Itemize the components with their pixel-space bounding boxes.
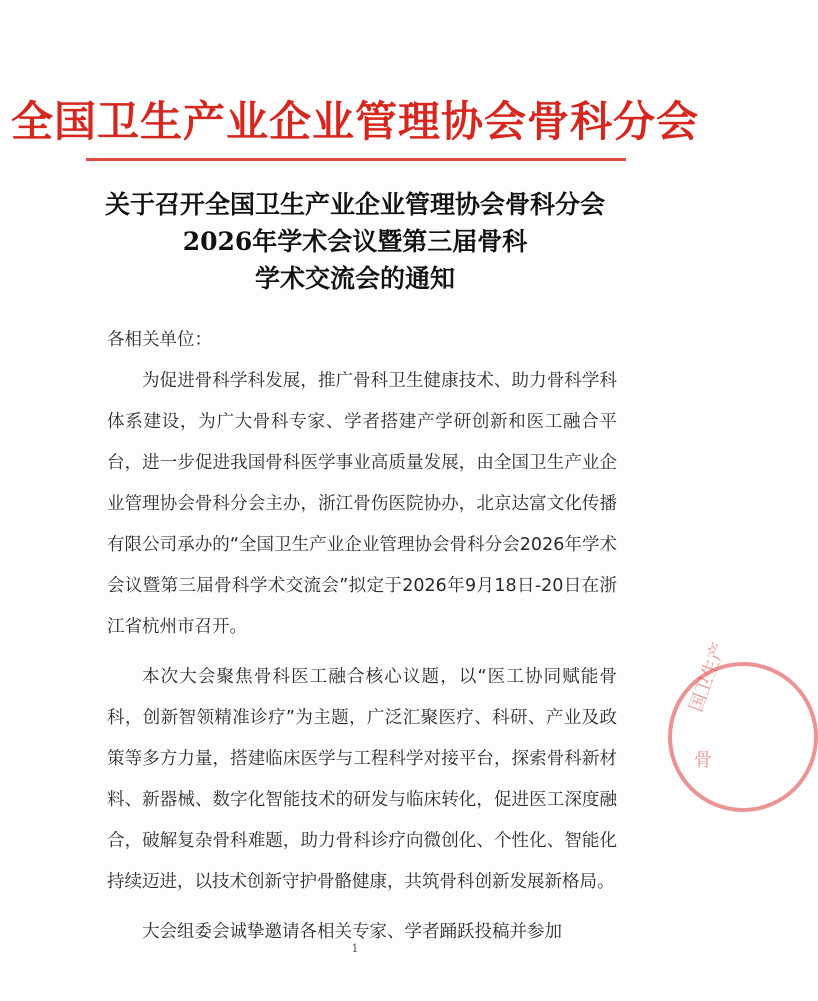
title-line-2: 2026年学术会议暨第三届骨科	[182, 227, 528, 256]
letterhead-divider	[86, 158, 626, 161]
organization-letterhead: 全国卫生产业企业管理协会骨科分会	[10, 97, 699, 146]
paragraph-2: 本次大会聚焦骨科医工融合核心议题，以“医工协同赋能骨科，创新智领精准诊疗”为主题，广泛汇聚医疗、科研、产业及政策等多方力量，搭建临床医学与工程科学对接平台，探索骨科新材料、新器械、数字化智能技术的研发与临床转化，促进医工深度融合，破解复杂骨科难题，助力骨科诊疗向微创化、个性化、智能化持续迈进，以技术创新守护骨骼健康，共筑骨科创新发展新格局。	[107, 667, 617, 892]
official-seal-stamp	[668, 639, 818, 812]
page-number: 1	[351, 942, 359, 955]
seal-text: 国卫生产	[685, 639, 731, 715]
title-line-1: 关于召开全国卫生产业企业管理协会骨科分会	[104, 190, 605, 219]
paragraph-3: 大会组委会诚挚邀请各相关专家、学者踊跃投稿并参加	[142, 922, 562, 942]
salutation: 各相关单位：	[107, 330, 212, 350]
title-line-3: 学术交流会的通知	[254, 264, 455, 293]
paragraph-1: 为促进骨科学科发展，推广骨科卫生健康技术、助力骨科学科体系建设，为广大骨科专家、学者搭建产学研创新和医工融合平台，进一步促进我国骨科医学事业高质量发展，由全国卫生产业企业管理协会骨科分会主办，浙江骨伤医院协办，北京达富文化传播有限公司承办的“全国卫生产业企业管理协会骨科分会2026年学术会议暨第三届骨科学术交流会”拟定于2026年9月18日-20日在浙江省杭州市召开。	[107, 371, 617, 637]
document-title	[0, 186, 710, 297]
document-body	[107, 320, 617, 953]
seal-char: 骨	[694, 750, 712, 771]
